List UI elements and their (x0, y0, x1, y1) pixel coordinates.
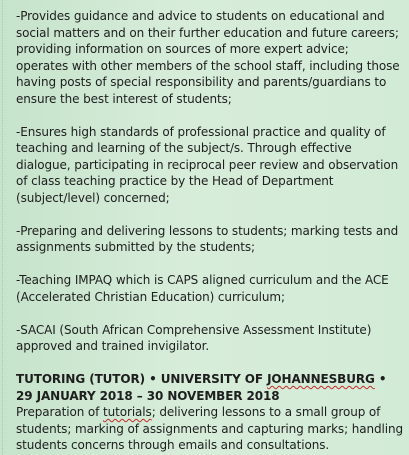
job-description (16, 404, 404, 454)
job-heading-prefix: TUTORING (TUTOR) • UNIVERSITY OF (16, 372, 268, 386)
bullet-curriculum: -Teaching IMPAQ which is CAPS aligned curriculum and the ACE (Accelerated Christian Education) curriculum; (16, 273, 389, 304)
bullet-guidance: -Provides guidance and advice to students on educational and social matters and on their further education and future careers; providing information on sources of more expert advice; operates with other members of the school staff, including those having posts of special responsibility and parents/guardians to ensure the best interest of students; (16, 9, 400, 106)
bullet-lessons: -Preparing and delivering lessons to students; marking tests and assignments submitted by the students; (16, 223, 399, 254)
job-heading (16, 371, 404, 404)
page-margin-line (2, 0, 4, 455)
document-body (16, 8, 404, 454)
job-description-rest: ; delivering lessons to a small group of students; marking of assignments and capturing marks; handling students concerns through emails and consultations. (16, 405, 404, 452)
bullet-invigilator: -SACAI (South African Comprehensive Assessment Institute) approved and trained invigilator. (16, 322, 372, 353)
bullet-standards: -Ensures high standards of professional practice and quality of teaching and learning of the subject/s. Through effective dialogue, participating in reciprocal peer review and observation of class teaching practice by the Head of Department (subject/level) concerned; (16, 124, 399, 205)
job-description-start: Preparation of (16, 405, 104, 419)
job-description-spellcheck-word: tutorials (103, 405, 152, 419)
job-heading-suffix: • 29 JANUARY 2018 – 30 NOVEMBER 2018 (16, 372, 387, 403)
job-heading-spellcheck-word: JOHANNESBURG (267, 372, 375, 386)
